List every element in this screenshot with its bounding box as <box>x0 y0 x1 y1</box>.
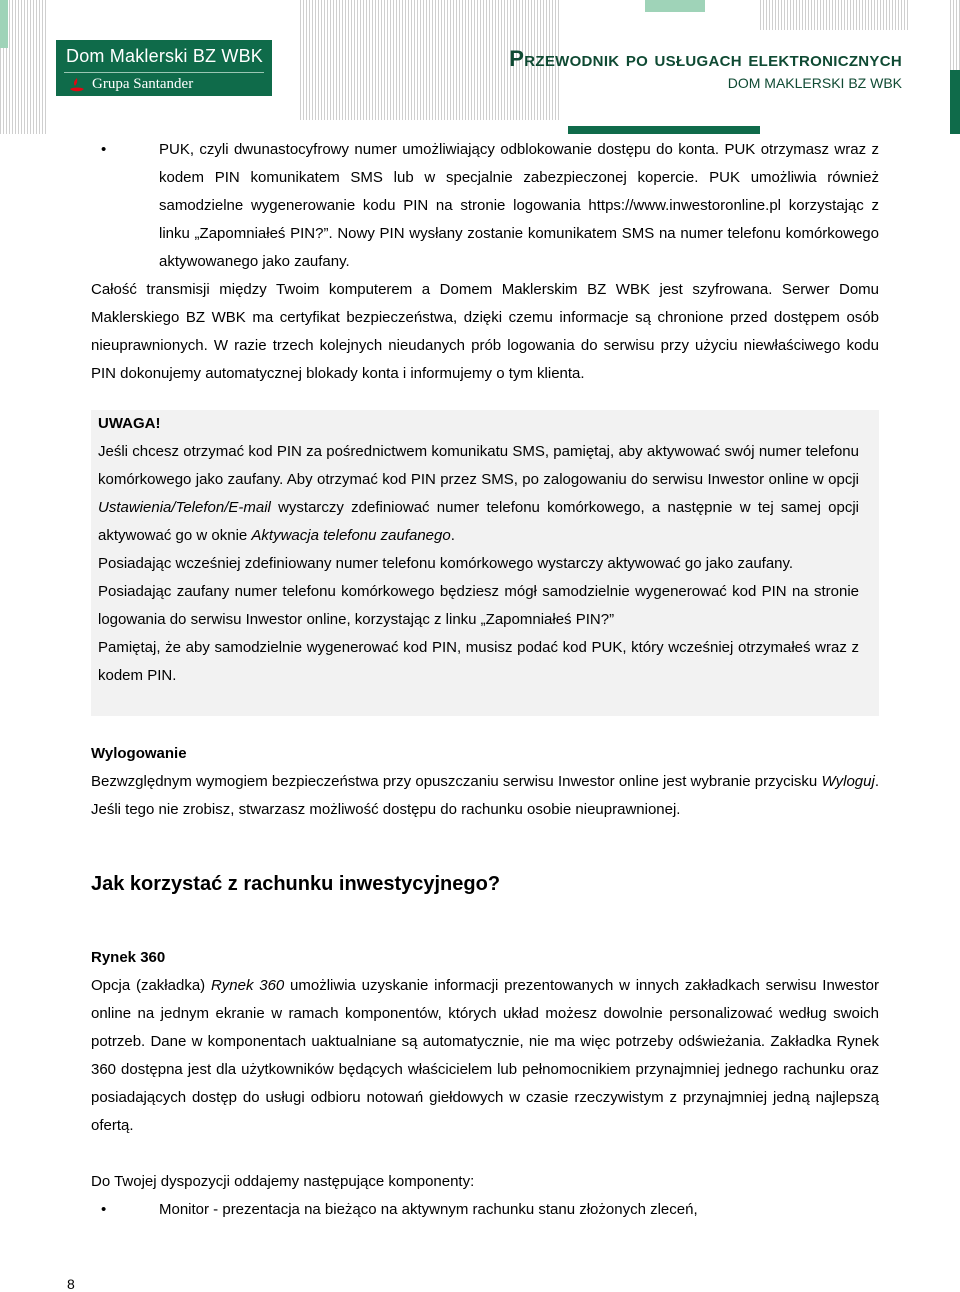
puk-bullet-text: PUK, czyli dwunastocyfrowy numer umożliwiający odblokowanie dostępu do konta. PUK otrzymasz wraz z kodem PIN komunikatem SMS lub w specjalnie zabezpieczonej kopercie. PUK umożliwia również samodzielne wygenerowanie kodu PIN na stronie logowania https://www.inwestoronline.pl korzystając z linku „Zapomniałeś PIN?”. Nowy PIN wysłany zostanie komunikatem SMS na numer telefonu komórkowego aktywowanego jako zaufany. <box>159 141 879 270</box>
document-subtitle: DOM MAKLERSKI BZ WBK <box>727 75 902 91</box>
header-bottom-bar <box>568 126 760 134</box>
warning-note-box <box>91 410 879 716</box>
rynek-text: umożliwia uzyskanie informacji prezentowanych w innych zakładkach serwisu Inwestor online na jednym ekranie w ramach komponentów, których układ możesz dowolnie personalizować według swoich potrzeb. Dane w komponentach uaktualniane są automatycznie, nie ma więc potrzeby odświeżania. Zakładka Rynek 360 dostępna jest dla użytkowników będących właścicielem lub pełnomocnikiem przynajmniej jednego rachunku oraz posiadających dostęp do usługi odbioru notowań giełdowych w czasie rzeczywistym z przynajmniej jedną najlepszą ofertą. <box>91 977 879 1134</box>
settings-path: Ustawienia/Telefon/E-mail <box>98 499 271 516</box>
rynek-tab-name: Rynek 360 <box>210 977 285 994</box>
warning-text: Jeśli chcesz otrzymać kod PIN za pośrednictwem komunikatu SMS, pamiętaj, aby aktywować swój numer telefonu komórkowego jako zaufany. Aby otrzymać kod PIN przez SMS, po zalogowaniu do serwisu Inwestor online w opcji <box>98 443 859 488</box>
page-content <box>91 136 879 1224</box>
header-accent-bar-left <box>0 0 8 48</box>
warning-paragraph-3: Posiadając zaufany numer telefonu komórkowego będziesz mógł samodzielnie wygenerować kod PIN na stronie logowania do serwisu Inwestor online, korzystając z linku „Zapomniałeś PIN?” <box>98 583 859 628</box>
trusted-phone-window: Aktywacja telefonu zaufanego <box>251 527 451 544</box>
warning-paragraph-2: Posiadając wcześniej zdefiniowany numer telefonu komórkowego wystarczy aktywować go jako zaufany. <box>98 555 794 572</box>
rynek-heading: Rynek 360 <box>91 949 166 966</box>
components-intro: Do Twojej dyspozycji oddajemy następujące komponenty: <box>91 1173 475 1190</box>
logout-paragraph <box>91 768 879 824</box>
rynek-paragraph <box>91 972 879 1140</box>
list-item <box>79 136 879 276</box>
component-item-monitor: Monitor - prezentacja na bieżąco na aktywnym rachunku stanu złożonych zleceń, <box>159 1201 698 1218</box>
logout-heading: Wylogowanie <box>91 745 187 762</box>
warning-label: UWAGA! <box>98 415 161 432</box>
warning-text: . <box>450 527 455 544</box>
header-stripes-right <box>760 0 910 30</box>
logout-button-name: Wyloguj <box>821 773 875 790</box>
page-header <box>0 0 960 134</box>
logout-text: Bezwzględnym wymogiem bezpieczeństwa przy opuszczaniu serwisu Inwestor online jest wybranie przycisku <box>91 773 822 790</box>
bullet-icon: • <box>101 1201 107 1218</box>
logo-divider <box>64 72 264 73</box>
list-item <box>79 1196 879 1224</box>
section-heading: Jak korzystać z rachunku inwestycyjnego? <box>91 873 501 895</box>
logout-text: . Jeśli tego nie zrobisz, stwarzasz możliwość dostępu do rachunku osobie nieuprawnionej. <box>91 773 879 818</box>
santander-flame-icon <box>68 77 86 93</box>
components-list <box>79 1196 879 1224</box>
warning-paragraph-1 <box>98 438 859 550</box>
warning-paragraph-4: Pamiętaj, że aby samodzielnie wygenerować kod PIN, musisz podać kod PUK, który wcześniej otrzymałeś wraz z kodem PIN. <box>98 639 859 684</box>
header-accent-bar-right <box>950 70 960 134</box>
warning-text: wystarczy zdefiniować numer telefonu komórkowego, a następnie w tej samej opcji aktywować go w oknie <box>98 499 859 544</box>
brand-logo <box>56 40 272 96</box>
encryption-paragraph: Całość transmisji między Twoim komputerem a Domem Maklerskim BZ WBK jest szyfrowana. Serwer Domu Maklerskiego BZ WBK ma certyfikat bezpieczeństwa, dzięki czemu informacje są chronione przed dostępem osób nieuprawnionych. W razie trzech kolejnych nieudanych prób logowania do serwisu przy użyciu niewłaściwego kodu PIN dokonujemy automatycznej blokady konta i informujemy o tym klienta. <box>91 281 879 382</box>
logo-subtitle: Grupa Santander <box>92 76 194 92</box>
document-title: Przewodnik po usługach elektronicznych <box>509 46 902 71</box>
rynek-text: Opcja (zakładka) <box>91 977 211 994</box>
header-accent-bar-top <box>645 0 705 12</box>
puk-bullet-list <box>79 136 879 276</box>
bullet-icon: • <box>101 141 107 158</box>
logo-title: Dom Maklerski BZ WBK <box>66 46 264 66</box>
page-number: 8 <box>67 1276 75 1292</box>
